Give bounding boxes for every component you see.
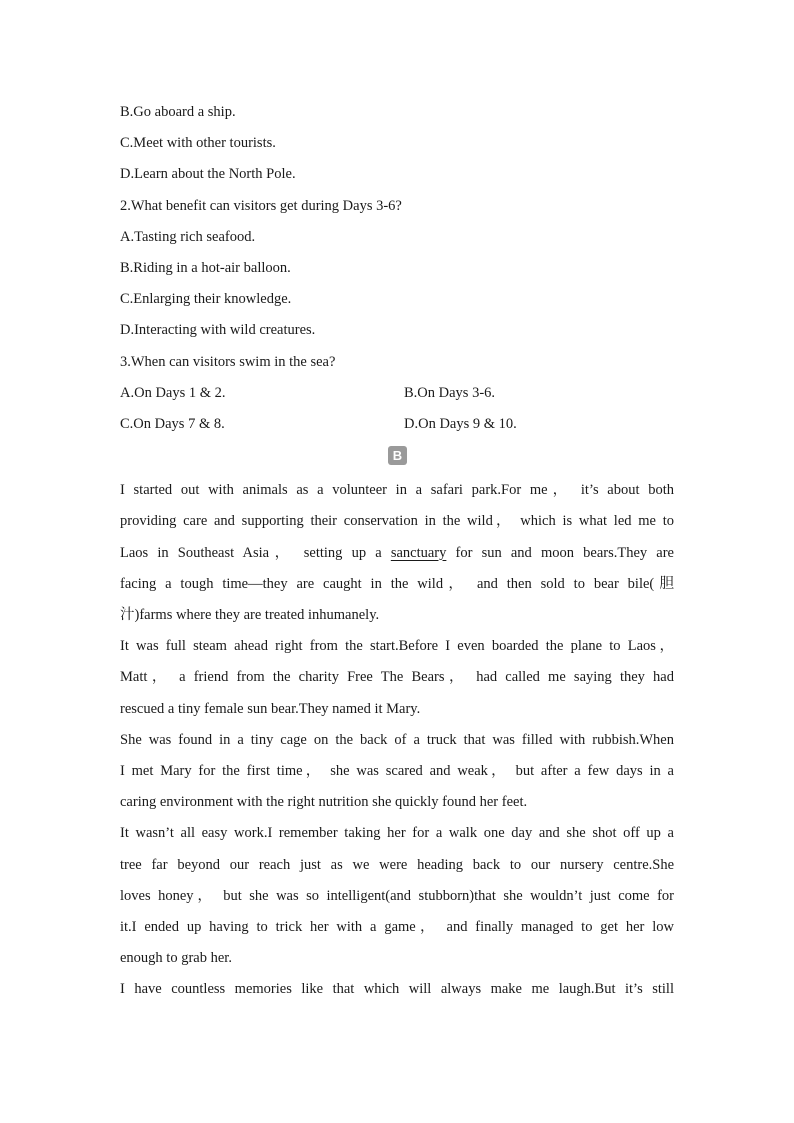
section-header xyxy=(120,444,674,475)
q3-options-row-2 xyxy=(120,413,674,444)
p3-line-1: She was found in a tiny cage on the back of a truck that was filled with rubbish.When xyxy=(120,731,674,748)
q2-option-c: C.Enlarging their knowledge. xyxy=(120,291,292,308)
p4-line-1: It wasn’t all easy work.I remember taking her for a walk one day and she shot off up a xyxy=(120,825,674,842)
q3-option-d: D.On Days 9 & 10. xyxy=(404,415,517,432)
p1-line-3-pre: Laos in Southeast Asia， setting up a xyxy=(120,544,391,561)
q3-option-a: A.On Days 1 & 2. xyxy=(120,384,226,401)
q3-option-c: C.On Days 7 & 8. xyxy=(120,415,225,432)
passage-paragraph-3 xyxy=(120,725,674,819)
passage-paragraph-2 xyxy=(120,631,674,725)
p4-line-5: enough to grab her. xyxy=(120,950,232,967)
section-badge: B xyxy=(388,446,407,465)
q3-options-row-1 xyxy=(120,382,674,413)
underlined-word: sanctuary xyxy=(390,544,447,561)
passage-paragraph-4 xyxy=(120,818,674,974)
p2-line-2: Matt， a friend from the charity Free The Bears， had called me saying they had xyxy=(120,669,674,686)
p1-line-5: 汁)farms where they are treated inhumanely. xyxy=(120,607,380,623)
q2-option-a: A.Tasting rich seafood. xyxy=(120,228,256,245)
p1-line-3 xyxy=(120,538,674,569)
q1-option-d: D.Learn about the North Pole. xyxy=(120,166,296,183)
p1-line-2: providing care and supporting their conservation in the wild， which is what led me to xyxy=(120,513,674,530)
q3-question: 3.When can visitors swim in the sea? xyxy=(120,353,336,370)
passage-paragraph-5 xyxy=(120,974,674,1005)
q3-option-b: B.On Days 3-6. xyxy=(404,384,496,401)
document-body xyxy=(120,101,674,1005)
passage-paragraph-1 xyxy=(120,475,674,631)
p1-line-1: I started out with animals as a volunteer in a safari park.For me， it’s about both xyxy=(120,482,674,499)
p2-line-3: rescued a tiny female sun bear.They named it Mary. xyxy=(120,700,421,717)
q1-option-b: B.Go aboard a ship. xyxy=(120,104,236,120)
q1-option-c: C.Meet with other tourists. xyxy=(120,135,276,152)
p3-line-2: I met Mary for the first time， she was scared and weak， but after a few days in a xyxy=(120,762,674,779)
p2-line-1: It was full steam ahead right from the start.Before I even boarded the plane to Laos， xyxy=(120,638,674,655)
p4-line-4: it.I ended up having to trick her with a game， and finally managed to get her low xyxy=(120,918,674,935)
q2-option-b: B.Riding in a hot-air balloon. xyxy=(120,259,291,276)
p4-line-2: tree far beyond our reach just as we were heading back to our nursery centre.She xyxy=(120,856,674,873)
p5-line-1: I have countless memories like that which will always make me laugh.But it’s still xyxy=(120,981,674,998)
p3-line-3: caring environment with the right nutrition she quickly found her feet. xyxy=(120,794,528,811)
q2-question: 2.What benefit can visitors get during Days 3-6? xyxy=(120,197,402,214)
p1-line-3-post: for sun and moon bears.They are xyxy=(446,544,674,561)
p4-line-3: loves honey， but she was so intelligent(and stubborn)that she wouldn’t just come for xyxy=(120,887,674,904)
q2-option-d: D.Interacting with wild creatures. xyxy=(120,322,316,339)
p1-line-4: facing a tough time—they are caught in the wild， and then sold to bear bile(胆 xyxy=(120,575,674,592)
